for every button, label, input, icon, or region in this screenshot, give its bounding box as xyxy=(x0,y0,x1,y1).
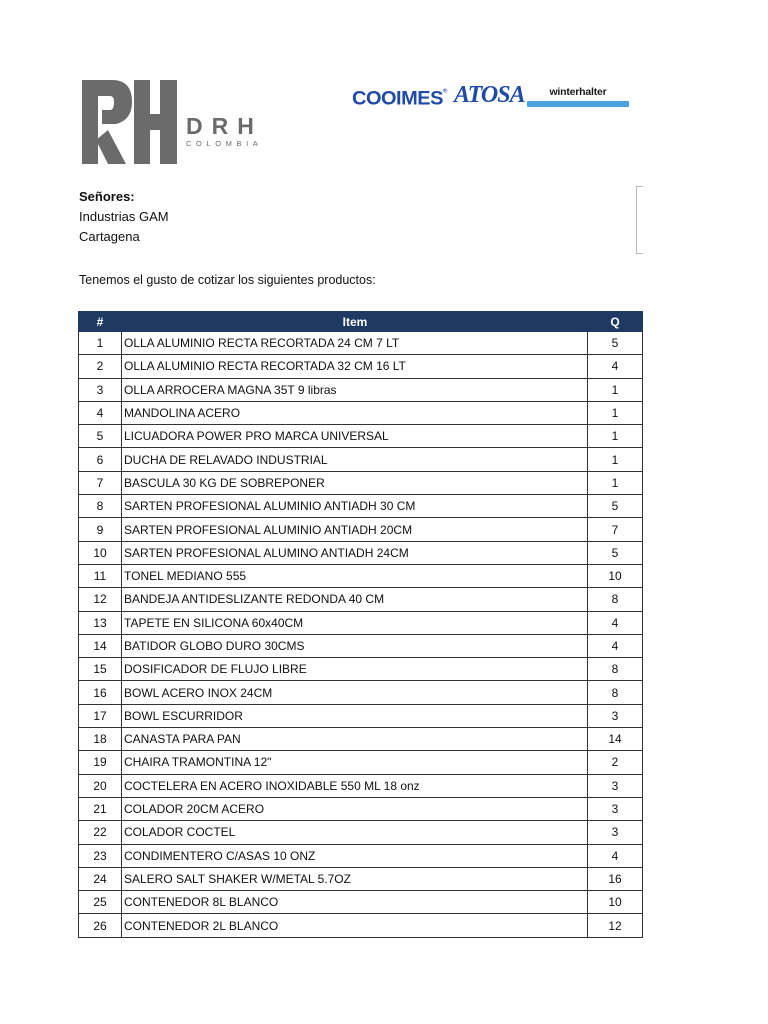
table-row xyxy=(79,774,643,797)
row-quantity: 1 xyxy=(588,425,643,448)
row-item: OLLA ARROCERA MAGNA 35T 9 libras xyxy=(122,378,588,401)
row-number: 6 xyxy=(79,448,122,471)
row-number: 4 xyxy=(79,401,122,424)
row-number: 19 xyxy=(79,751,122,774)
table-row xyxy=(79,891,643,914)
row-number: 16 xyxy=(79,681,122,704)
row-item: BASCULA 30 KG DE SOBREPONER xyxy=(122,471,588,494)
row-quantity: 3 xyxy=(588,797,643,820)
row-quantity: 4 xyxy=(588,634,643,657)
salutation: Señores: xyxy=(79,189,135,204)
row-item: BOWL ESCURRIDOR xyxy=(122,704,588,727)
brand-coolmes-text: COOIMES xyxy=(352,88,443,110)
row-quantity: 12 xyxy=(588,914,643,937)
row-number: 18 xyxy=(79,728,122,751)
row-quantity: 1 xyxy=(588,401,643,424)
row-quantity: 10 xyxy=(588,891,643,914)
table-row xyxy=(79,844,643,867)
brand-atosa-logo: ATOSA xyxy=(454,82,525,108)
row-quantity: 1 xyxy=(588,378,643,401)
row-item: DOSIFICADOR DE FLUJO LIBRE xyxy=(122,658,588,681)
row-quantity: 5 xyxy=(588,495,643,518)
row-number: 10 xyxy=(79,541,122,564)
header-item: Item xyxy=(122,312,588,332)
row-item: CANASTA PARA PAN xyxy=(122,728,588,751)
row-item: MANDOLINA ACERO xyxy=(122,401,588,424)
table-header-row xyxy=(79,312,643,332)
row-number: 8 xyxy=(79,495,122,518)
row-number: 2 xyxy=(79,355,122,378)
row-item: COLADOR 20CM ACERO xyxy=(122,797,588,820)
row-quantity: 4 xyxy=(588,355,643,378)
table-row xyxy=(79,401,643,424)
row-quantity: 8 xyxy=(588,658,643,681)
table-row xyxy=(79,704,643,727)
row-number: 11 xyxy=(79,564,122,587)
table-row xyxy=(79,355,643,378)
row-item: LICUADORA POWER PRO MARCA UNIVERSAL xyxy=(122,425,588,448)
row-number: 20 xyxy=(79,774,122,797)
logo-name: DRH xyxy=(186,113,263,139)
row-number: 3 xyxy=(79,378,122,401)
header-qty: Q xyxy=(588,312,643,332)
table-row xyxy=(79,821,643,844)
row-item: SARTEN PROFESIONAL ALUMINIO ANTIADH 30 CM xyxy=(122,495,588,518)
row-quantity: 1 xyxy=(588,471,643,494)
logo-country: COLOMBIA xyxy=(186,139,263,148)
row-quantity: 7 xyxy=(588,518,643,541)
row-quantity: 1 xyxy=(588,448,643,471)
recipient-company: Industrias GAM xyxy=(79,209,169,224)
row-item: CONDIMENTERO C/ASAS 10 ONZ xyxy=(122,844,588,867)
row-number: 22 xyxy=(79,821,122,844)
row-item: TAPETE EN SILICONA 60x40CM xyxy=(122,611,588,634)
brand-coolmes-logo: COOIMES® xyxy=(352,88,447,110)
brand-logos xyxy=(352,80,632,114)
row-number: 25 xyxy=(79,891,122,914)
box-bracket xyxy=(636,186,643,254)
row-number: 26 xyxy=(79,914,122,937)
row-number: 7 xyxy=(79,471,122,494)
row-quantity: 14 xyxy=(588,728,643,751)
row-item: SARTEN PROFESIONAL ALUMINO ANTIADH 24CM xyxy=(122,541,588,564)
row-item: CHAIRA TRAMONTINA 12" xyxy=(122,751,588,774)
row-number: 14 xyxy=(79,634,122,657)
row-item: COCTELERA EN ACERO INOXIDABLE 550 ML 18 onz xyxy=(122,774,588,797)
table-row xyxy=(79,332,643,355)
row-item: SALERO SALT SHAKER W/METAL 5.7OZ xyxy=(122,867,588,890)
row-quantity: 8 xyxy=(588,681,643,704)
row-item: SARTEN PROFESIONAL ALUMINIO ANTIADH 20CM xyxy=(122,518,588,541)
row-item: OLLA ALUMINIO RECTA RECORTADA 24 CM 7 LT xyxy=(122,332,588,355)
row-number: 21 xyxy=(79,797,122,820)
row-quantity: 16 xyxy=(588,867,643,890)
table-row xyxy=(79,914,643,937)
row-number: 12 xyxy=(79,588,122,611)
row-number: 17 xyxy=(79,704,122,727)
row-number: 5 xyxy=(79,425,122,448)
table-row xyxy=(79,448,643,471)
drh-logo xyxy=(82,80,272,164)
table-row xyxy=(79,495,643,518)
table-row xyxy=(79,471,643,494)
row-item: TONEL MEDIANO 555 xyxy=(122,564,588,587)
row-number: 1 xyxy=(79,332,122,355)
rh-logo-mark-icon xyxy=(82,80,178,164)
table-row xyxy=(79,634,643,657)
row-quantity: 3 xyxy=(588,704,643,727)
row-item: CONTENEDOR 2L BLANCO xyxy=(122,914,588,937)
row-item: CONTENEDOR 8L BLANCO xyxy=(122,891,588,914)
table-body xyxy=(79,332,643,938)
row-item: BATIDOR GLOBO DURO 30CMS xyxy=(122,634,588,657)
row-item: DUCHA DE RELAVADO INDUSTRIAL xyxy=(122,448,588,471)
table-row xyxy=(79,681,643,704)
header-num: # xyxy=(79,312,122,332)
products-table xyxy=(78,311,643,938)
table-row xyxy=(79,751,643,774)
row-number: 9 xyxy=(79,518,122,541)
row-quantity: 5 xyxy=(588,332,643,355)
row-quantity: 4 xyxy=(588,611,643,634)
row-item: BANDEJA ANTIDESLIZANTE REDONDA 40 CM xyxy=(122,588,588,611)
row-quantity: 3 xyxy=(588,774,643,797)
table-row xyxy=(79,425,643,448)
row-item: COLADOR COCTEL xyxy=(122,821,588,844)
row-quantity: 10 xyxy=(588,564,643,587)
table-row xyxy=(79,728,643,751)
table-row xyxy=(79,564,643,587)
row-number: 23 xyxy=(79,844,122,867)
intro-text: Tenemos el gusto de cotizar los siguientes productos: xyxy=(79,273,376,287)
row-quantity: 2 xyxy=(588,751,643,774)
table-row xyxy=(79,611,643,634)
row-item: BOWL ACERO INOX 24CM xyxy=(122,681,588,704)
recipient-block xyxy=(79,187,169,247)
brand-winterhalter-logo xyxy=(527,86,629,107)
table-row xyxy=(79,797,643,820)
brand-winterhalter-bar xyxy=(527,101,629,107)
logo-text xyxy=(186,114,263,148)
row-item: OLLA ALUMINIO RECTA RECORTADA 32 CM 16 LT xyxy=(122,355,588,378)
row-number: 15 xyxy=(79,658,122,681)
table-row xyxy=(79,588,643,611)
table-row xyxy=(79,518,643,541)
row-quantity: 8 xyxy=(588,588,643,611)
table-row xyxy=(79,541,643,564)
row-quantity: 4 xyxy=(588,844,643,867)
brand-winterhalter-text: winterhalter xyxy=(549,86,607,98)
table-row xyxy=(79,658,643,681)
row-number: 24 xyxy=(79,867,122,890)
table-row xyxy=(79,378,643,401)
row-quantity: 3 xyxy=(588,821,643,844)
row-quantity: 5 xyxy=(588,541,643,564)
row-number: 13 xyxy=(79,611,122,634)
recipient-city: Cartagena xyxy=(79,229,140,244)
table-row xyxy=(79,867,643,890)
